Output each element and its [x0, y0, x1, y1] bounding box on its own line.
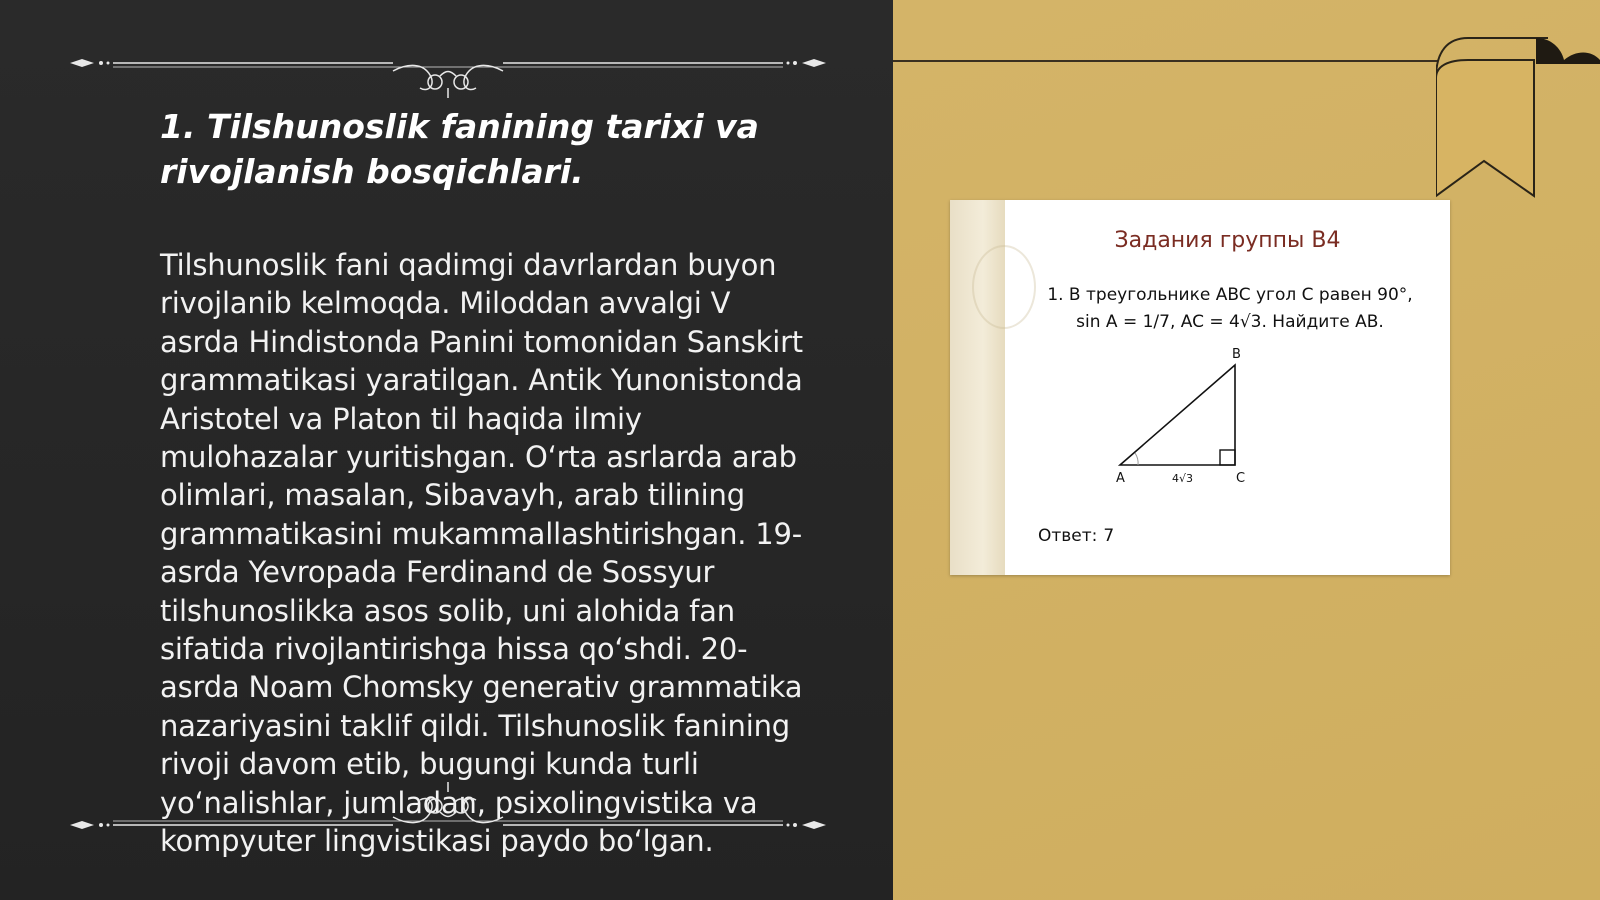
body-line: rivojlanib kelmoqda. Miloddan avvalgi V [160, 286, 731, 321]
slide-body-text [160, 246, 850, 861]
answer-value: 7 [1103, 526, 1115, 546]
body-line: grammatikasi yaratilgan. Antik Yunonistonda [160, 363, 803, 398]
right-angle-marker [1220, 450, 1235, 465]
body-line: rivoji davom etib, bugungi kunda turli [160, 747, 699, 782]
slide-title [160, 104, 840, 194]
vertex-label-b: B [1232, 347, 1241, 362]
body-line: mulohazalar yuritishgan. O‘rta asrlarda arab [160, 440, 797, 475]
answer-line [1038, 526, 1114, 546]
body-line: tilshunoslikka asos solib, uni alohida fan [160, 593, 735, 628]
right-triangle-figure [1100, 340, 1260, 485]
vertex-label-a: A [1116, 471, 1125, 485]
horizontal-rule [893, 60, 1438, 62]
side-ac-label: 4√3 [1172, 472, 1194, 485]
vertex-label-c: C [1236, 471, 1246, 485]
body-line: olimlari, masalan, Sibavayh, arab tilining [160, 478, 745, 513]
bottom-ornament-divider [68, 782, 828, 832]
problem-statement [1020, 282, 1440, 336]
body-line: asrda Yevropada Ferdinand de Sossyur [160, 555, 715, 590]
body-line: Aristotel va Platon til haqida ilmiy [160, 401, 642, 436]
body-line: sifatida rivojlantirishga hissa qo‘shdi. 20- [160, 632, 748, 667]
slide-title-line-1: 1. Tilshunoslik fanining tarixi va [160, 107, 759, 146]
answer-label: Ответ: [1038, 526, 1098, 546]
triangle-shape [1120, 365, 1235, 465]
angle-a-arc [1135, 453, 1138, 465]
body-line: asrda Noam Chomsky generativ grammatika [160, 670, 803, 705]
body-line: grammatikasini mukammallashtirishgan. 19- [160, 516, 803, 551]
top-ornament-divider [68, 48, 828, 98]
body-line: yo‘nalishlar, jumladan, psixolingvistika va [160, 785, 758, 820]
bookmark-ribbon-icon [1436, 36, 1600, 200]
embedded-slide-image [950, 200, 1450, 575]
problem-line-1: 1. В треугольнике ABC угол C равен 90°, [1047, 285, 1413, 305]
body-line: asrda Hindistonda Panini tomonidan Sanskirt [160, 324, 803, 359]
body-line: Tilshunoslik fani qadimgi davrlardan buyon [160, 248, 777, 282]
card-spine-decoration [950, 200, 1005, 575]
card-title: Задания группы В4 [1114, 228, 1341, 253]
problem-line-2: sin A = 1/7, AC = 4√3. Найдите AB. [1076, 312, 1384, 332]
slide-title-line-2: rivojlanish bosqichlari. [160, 152, 584, 191]
body-line: kompyuter lingvistikasi paydo bo‘lgan. [160, 824, 714, 859]
body-line: nazariyasini taklif qildi. Tilshunoslik fanining [160, 708, 790, 743]
